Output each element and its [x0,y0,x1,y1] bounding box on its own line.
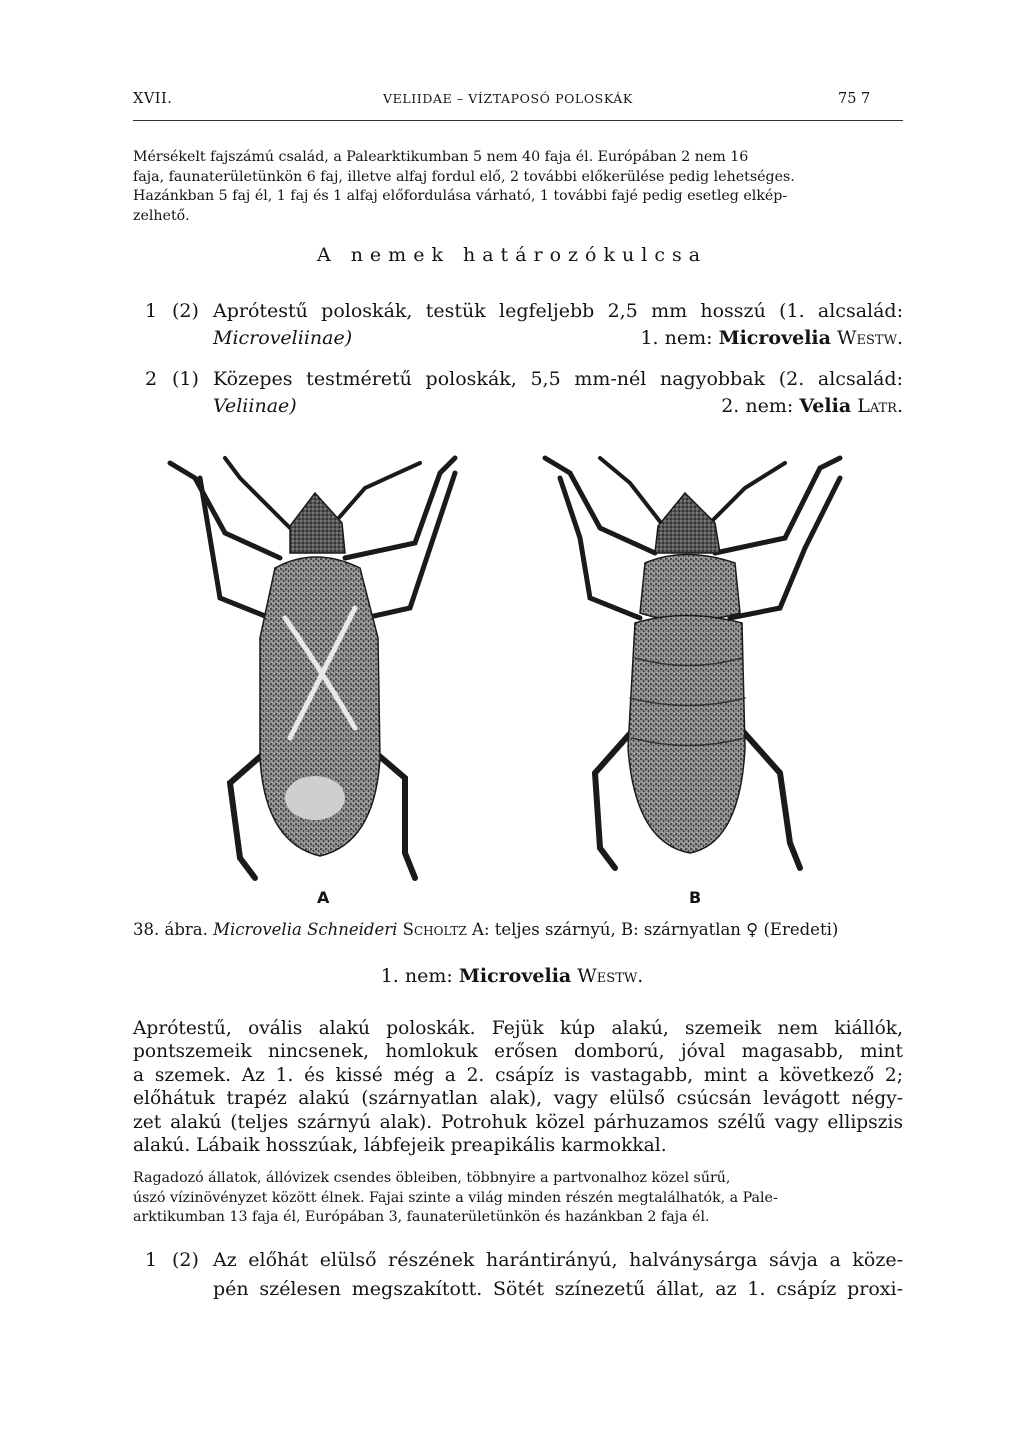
caption-rest: A: teljes szárnyú, B: szárnyatlan ♀ (Eredeti) [472,920,839,939]
header-rule [133,120,903,121]
intro-line: Hazánkban 5 faj él, 1 faj és 1 alfaj előfordulása várható, 1 további fajé pedig esetleg elkép- [133,188,788,204]
key-result-genus: Microvelia [718,327,831,349]
description-line: pontszemeik nincsenek, homlokuk erősen domború, jóval magasabb, mint [133,1041,903,1063]
key-reference: (2) [172,1249,199,1271]
key-number: 2 [145,368,158,390]
key-entry-1 [145,298,903,352]
subfamily-name: Microveliinae) [213,327,353,349]
key-number: 1 [145,300,158,322]
key-reference: (1) [172,368,199,390]
key-result [640,325,903,352]
species-key-line: pén szélesen megszakított. Sötét színezetű állat, az 1. csápíz proxi- [213,1278,903,1300]
key-reference: (2) [172,300,199,322]
key-result-prefix: 2. nem: [721,395,794,417]
bug-illustration-figure [130,438,910,908]
habitat-line: arktikumban 13 faja él, Európában 3, faunaterületünkön és hazánkban 2 faja él. [133,1209,710,1225]
description-line: Aprótestű, ovális alakú poloskák. Fejük kúp alakú, szemeik nem kiállók, [133,1018,903,1039]
habitat-line: Ragadozó állatok, állóvizek csendes öbleiben, többnyire a partvonalhoz közel sűrű, [133,1170,731,1186]
key-text: Aprótestű poloskák, testük legfeljebb 2,5 mm hosszú (1. alcsalád: [213,300,903,322]
wingless-bug-drawing [545,458,840,868]
intro-line: faja, faunaterületünkön 6 faj, illetve alfaj fordul elő, 2 további előkerülése pedig lehetséges. [133,168,795,185]
caption-author: Scholtz [402,920,467,939]
habitat-line: úszó vízinövényzet között élnek. Fajai szinte a világ minden részén megtalálhatók, a Pale- [133,1189,778,1206]
running-title: VELIIDAE – VÍZTAPOSÓ POLOSKÁK [383,91,633,106]
figure-caption [133,920,903,939]
key-result-author: Westw. [837,327,903,349]
caption-species: Microvelia Schneideri [213,920,398,939]
key-result [721,393,903,420]
key-number: 1 [145,1249,158,1271]
caption-number: 38. ábra. [133,920,208,939]
key-text: Közepes testméretű poloskák, 5,5 mm-nél nagyobbak (2. alcsalád: [213,368,903,390]
intro-line: Mérsékelt fajszámú család, a Palearktikumban 5 nem 40 faja él. Európában 2 nem 16 [133,149,749,165]
genus-key-heading: A nemek határozókulcsa [316,244,708,266]
genus-heading-genus: Microvelia [458,965,572,987]
description-line: előhátuk trapéz alakú (szárnyatlan alak), vagy elülső csúcsán levágott négy- [133,1088,903,1110]
key-result-author: Latr. [857,395,903,417]
habitat-paragraph [133,1169,903,1228]
genus-description [133,1017,903,1157]
intro-line: zelhető. [133,207,190,224]
subfamily-name: Veliinae) [213,395,297,417]
description-line: alakú. Lábaik hosszúak, lábfejeik preapikális karmokkal. [133,1135,667,1157]
species-key-line: Az előhát elülső részének harántirányú, halványsárga sávja a köze- [213,1249,903,1271]
description-line: zet alakú (teljes szárnyú alak). Potrohuk közel párhuzamos szélű vagy ellipszis [133,1111,903,1133]
chapter-number: XVII. [133,91,173,107]
winged-bug-drawing [170,458,455,878]
figure-label-b: B [689,888,702,907]
genus-heading-prefix: 1. nem: [380,965,453,987]
page-number: 75 7 [838,91,871,107]
key-result-genus: Velia [799,395,852,417]
genus-heading-author: Westw. [577,965,644,987]
family-intro-paragraph [133,148,903,226]
description-line: a szemek. Az 1. és kissé még a 2. csápíz is vastagabb, mint a következő 2; [133,1064,903,1086]
key-entry-2 [145,366,903,420]
genus-heading [0,965,1024,987]
key-result-prefix: 1. nem: [640,327,713,349]
figure-label-a: A [317,888,330,907]
